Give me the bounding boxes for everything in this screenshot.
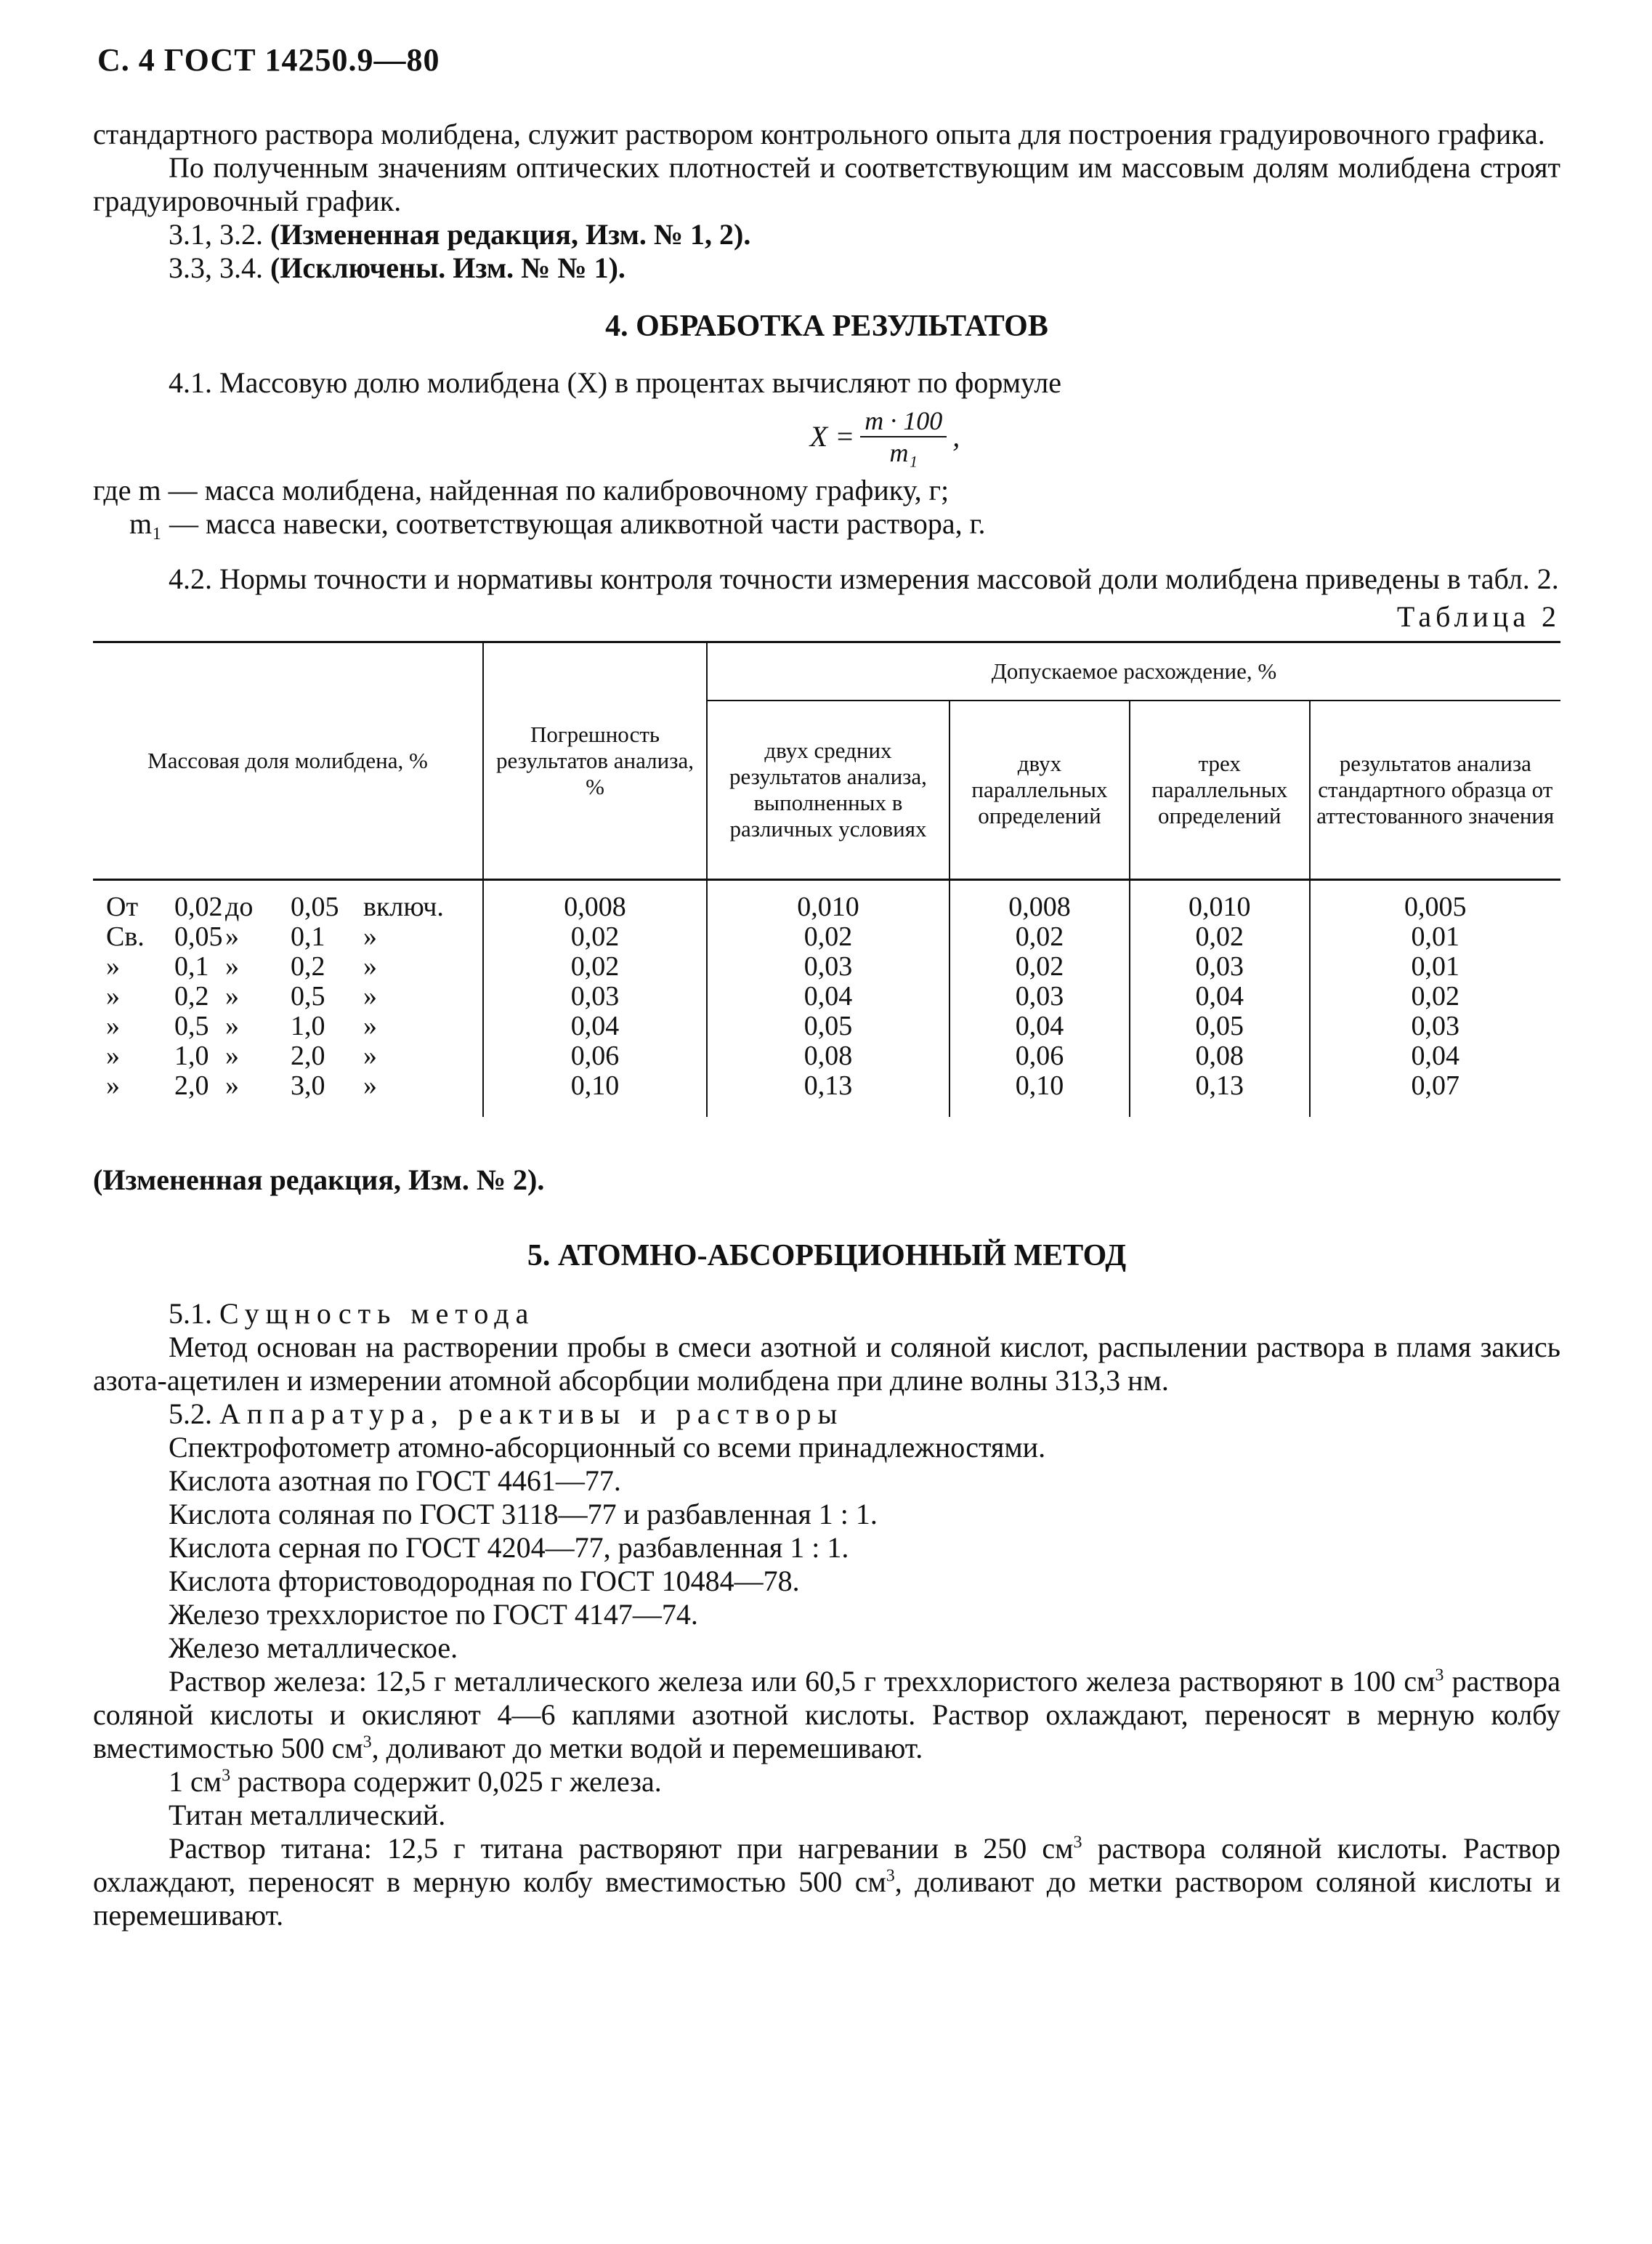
superscript: 3 [1435,1666,1444,1685]
text-part: раствора содержит 0,025 г железа. [230,1765,662,1798]
amendment-clause: 3.3, 3.4. [169,251,263,284]
text-part: Раствор титана: 12,5 г титана растворяют при нагревании в 250 см [169,1832,1074,1865]
table-row [93,982,1560,1012]
table-cell: 0,04 [707,982,950,1012]
table-cell: 0,02 [707,922,950,952]
col-header-sub-3: трех параллельных определений [1130,701,1310,880]
table-cell: 0,02 [1411,981,1460,1012]
table-row [93,922,1560,952]
superscript: 3 [363,1732,372,1752]
table-cell: 0,07 [1411,1070,1460,1101]
clause-5-2-heading [93,1397,1560,1431]
text-part: , доливают до метки водой и перемешивают. [371,1732,923,1764]
text-part: раствора соляной кислоты. Раствор охлаждают, переносят в мерную колбу вместимостью 500 см [93,1832,1560,1898]
table-cell: 0,02 [950,952,1130,982]
table-cell: 0,03 [1411,1011,1460,1041]
titanium-solution [93,1832,1560,1932]
superscript: 3 [1073,1833,1082,1852]
amendment-note-2 [93,251,1560,285]
col-header-sub-4: результатов анализа стандартного образца от аттестованного значения [1310,701,1560,880]
range-part: 0,02 [174,892,223,922]
amendment-note-1 [93,218,1560,251]
paragraph-graph: По полученным значениям оптических плотностей и соответствующим им массовым долям молибдена строят градуировочный график. [93,151,1560,217]
range-part: » [106,951,120,982]
range-part: » [363,981,377,1012]
range-part: 0,5 [291,981,325,1012]
range-part: » [363,951,377,982]
formula-where-2: m₁ — масса навески, соответствующая аликвотной части раствора, г. [129,507,986,540]
mass-fraction-range [93,880,483,923]
table-caption: Таблица 2 [1396,600,1560,633]
range-part: » [106,1011,120,1041]
range-part: 0,05 [174,921,223,952]
superscript: 3 [222,1766,231,1785]
table-row [93,1012,1560,1041]
reagent-item: Спектрофотометр атомно-абсорционный со всеми принадлежностями. [169,1431,1046,1464]
clause-title: Аппаратура, реактивы и растворы [219,1397,844,1430]
range-part: 1,0 [291,1011,325,1041]
table-cell: 0,13 [1130,1071,1310,1117]
range-part: » [225,1070,239,1101]
range-part: От [106,892,139,922]
mass-fraction-range [93,922,483,952]
range-part: » [363,921,377,952]
table-row [93,880,1560,923]
range-part: » [225,951,239,982]
range-part: » [225,921,239,952]
section-5-title: 5. АТОМНО-АБСОРБЦИОННЫЙ МЕТОД [527,1239,1127,1272]
amendment-text: (Исключены. Изм. № № 1). [270,251,625,284]
table-cell: 0,08 [707,1041,950,1071]
table-cell: 0,008 [483,880,707,923]
range-part: 1,0 [174,1041,209,1071]
table-cell: 0,10 [483,1071,707,1117]
text-part: , доливают до метки раствором соляной кислоты и перемешивают. [93,1865,1560,1932]
table-cell: 0,02 [483,922,707,952]
table-cell: 0,01 [1411,921,1460,952]
clause-5-1-heading [93,1297,1560,1331]
amendment-note-3: (Измененная редакция, Изм. № 2). [93,1163,545,1196]
range-part: 0,2 [174,981,209,1012]
table-cell: 0,03 [950,982,1130,1012]
mass-fraction-range [93,1041,483,1071]
formula-denominator: m₁ [889,438,918,467]
range-part: » [225,981,239,1012]
range-part: » [363,1041,377,1071]
reagent-list [93,1431,1560,1665]
range-part: до [225,892,254,922]
range-part: 0,05 [291,892,339,922]
table-cell: 0,04 [483,1012,707,1041]
mass-fraction-range [93,1071,483,1117]
table-row [93,952,1560,982]
table-cell: 0,06 [950,1041,1130,1071]
text-part: 1 см [169,1765,222,1798]
clause-title: Сущность метода [219,1297,535,1330]
table-cell: 0,13 [707,1071,950,1117]
table-cell: 0,005 [1404,892,1467,922]
mass-fraction-range [93,1012,483,1041]
table-cell: 0,03 [483,982,707,1012]
superscript: 3 [886,1866,895,1886]
range-part: 0,1 [174,951,209,982]
table-row [93,1041,1560,1071]
table-cell: 0,05 [1130,1012,1310,1041]
table-cell: 0,02 [950,922,1130,952]
table-cell: 0,04 [1130,982,1310,1012]
reagent-item: Железо металлическое. [169,1631,458,1664]
text-part: раствора соляной кислоты и окисляют 4—6 каплями азотной кислоты. Раствор охлаждают, переносят в мерную колбу вместимостью 500 см [93,1665,1561,1764]
table-cell: 0,08 [1130,1041,1310,1071]
paragraph-continuation: стандартного раствора молибдена, служит раствором контрольного опыта для построения градуировочного графика. [93,118,1545,150]
document-page [93,44,1560,1932]
clause-4-2: 4.2. Нормы точности и нормативы контроля точности измерения массовой доли молибдена приведены в табл. 2. [169,562,1559,595]
range-part: » [225,1041,239,1071]
col-header-error: Погрешность результатов анализа, % [483,642,707,880]
range-part: 0,5 [174,1011,209,1041]
col-header-sub-1: двух средних результатов анализа, выполненных в различных условиях [707,701,950,880]
formula-fraction [860,405,947,468]
table-cell: 0,03 [707,952,950,982]
table-cell: 0,02 [1130,922,1310,952]
clause-number: 5.2. [169,1397,212,1430]
reagent-item: Кислота азотная по ГОСТ 4461—77. [169,1464,621,1497]
formula-lhs: X = [809,420,855,453]
titanium-metal: Титан металлический. [169,1799,446,1831]
iron-solution [93,1665,1560,1765]
iron-concentration [93,1765,1560,1799]
range-part: 2,0 [291,1041,325,1071]
table-cell: 0,06 [483,1041,707,1071]
range-part: » [106,981,120,1012]
col-header-mass-fraction: Массовая доля молибдена, % [93,642,483,880]
formula [209,405,1560,468]
reagent-item: Кислота серная по ГОСТ 4204—77, разбавленная 1 : 1. [169,1531,849,1564]
range-part: Св. [106,921,145,952]
range-part: 2,0 [174,1070,209,1101]
amendment-text: (Измененная редакция, Изм. № 1, 2). [270,218,751,251]
reagent-item: Кислота фтористоводородная по ГОСТ 10484—78. [169,1565,800,1597]
range-part: » [363,1070,377,1101]
range-part: » [106,1041,120,1071]
range-part: 0,2 [291,951,325,982]
table-header-row [93,642,1560,701]
reagent-item: Кислота соляная по ГОСТ 3118—77 и разбавленная 1 : 1. [169,1498,878,1530]
table-cell: 0,01 [1411,951,1460,982]
clause-4-1: 4.1. Массовую долю молибдена (X) в процентах вычисляют по формуле [169,366,1062,399]
table-cell: 0,02 [483,952,707,982]
reagent-item: Железо треххлористое по ГОСТ 4147—74. [169,1598,698,1631]
col-header-group: Допускаемое расхождение, % [707,642,1560,701]
col-header-sub-2: двух параллельных определений [950,701,1130,880]
table-row [93,1071,1560,1117]
range-part: » [363,1011,377,1041]
range-part: 0,1 [291,921,325,952]
table-cell: 0,010 [707,880,950,923]
range-part: 3,0 [291,1070,325,1101]
range-part: » [225,1011,239,1041]
mass-fraction-range [93,952,483,982]
table-cell: 0,008 [950,880,1130,923]
section-4-title: 4. ОБРАБОТКА РЕЗУЛЬТАТОВ [605,310,1048,343]
table-cell: 0,10 [950,1071,1130,1117]
formula-numerator: m · 100 [860,405,947,437]
table-cell: 0,05 [707,1012,950,1041]
clause-5-1-text: Метод основан на растворении пробы в смеси азотной и соляной кислот, распылении раствора в пламя закись азота-ацетилен и измерении атомной абсорбции молибдена при длине волны 313,3 нм. [93,1331,1560,1397]
range-part: » [106,1070,120,1101]
table-cell: 0,04 [1411,1041,1460,1071]
text-part: Раствор железа: 12,5 г металлического железа или 60,5 г треххлористого железа растворяют в 100 см [169,1665,1436,1698]
range-part: включ. [363,892,444,922]
table-cell: 0,010 [1130,880,1310,923]
page-header: С. 4 ГОСТ 14250.9—80 [97,42,440,78]
clause-number: 5.1. [169,1297,212,1330]
table-cell: 0,03 [1130,952,1310,982]
table-cell: 0,04 [950,1012,1130,1041]
mass-fraction-range [93,982,483,1012]
table-body [93,880,1560,1118]
formula-tail: , [952,420,960,453]
table-2 [93,641,1560,1117]
formula-where-1: где m — масса молибдена, найденная по калибровочному графику, г; [93,474,950,506]
amendment-clause: 3.1, 3.2. [169,218,263,251]
